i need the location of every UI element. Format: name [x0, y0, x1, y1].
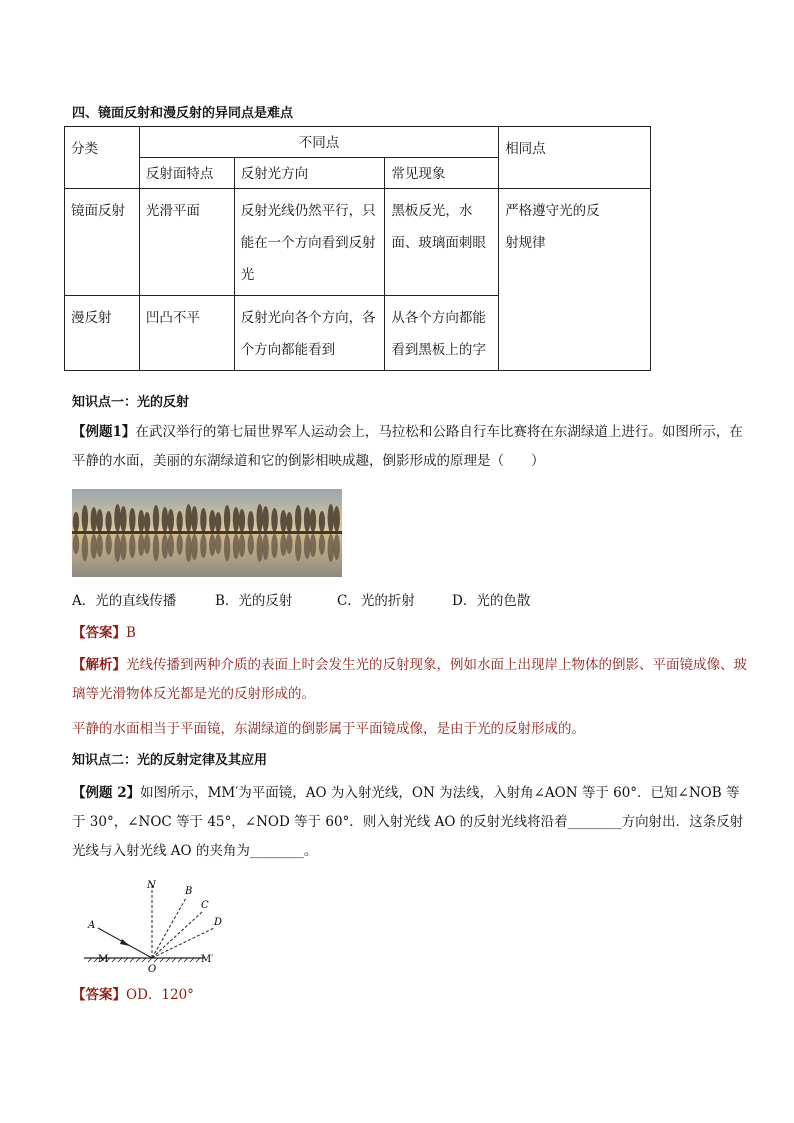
table-row	[65, 189, 651, 296]
section-heading: 四、镜面反射和漫反射的异同点是难点	[72, 106, 294, 121]
table-cell-phenomenon: 从各个方向都能看到黑板上的字	[385, 296, 499, 371]
label-o: O	[148, 964, 157, 975]
example-1-answer	[72, 619, 752, 648]
label-a: A	[88, 920, 96, 931]
example-2-answer	[72, 981, 752, 1010]
example-1-tag: 【例题1】	[72, 424, 136, 440]
table-subheader-direction: 反射光方向	[234, 158, 385, 189]
analysis-tag: 【解析】	[72, 657, 126, 673]
incident-arrowhead	[120, 939, 130, 946]
example-2-text: 如图所示，MM′为平面镜，AO 为入射光线，ON 为法线，入射角∠AON 等于 60°．已知∠NOB 等于 30°，∠NOC 等于 45°，∠NOD 等于 60°．则入射光线 AO 的反射光线将沿着________方向射出．这条反射光线与入射光线 AO 的夹角为________。	[72, 785, 744, 859]
answer-2-tag: 【答案】	[72, 987, 126, 1003]
option-a: A．光的直线传播	[72, 593, 177, 609]
comparison-table	[64, 126, 651, 371]
table-header-differences: 不同点	[139, 127, 498, 158]
table-cell-similarity: 严格遵守光的反射规律	[499, 189, 651, 371]
kp2-title: 知识点二：光的反射定律及其应用	[72, 753, 268, 768]
example-1-question	[72, 418, 752, 476]
example-1-options	[72, 589, 530, 613]
kp1-title: 知识点一：光的反射	[72, 395, 190, 410]
table-cell-category: 漫反射	[65, 296, 140, 371]
analysis-text-1: 光线传播到两种介质的表面上时会发生光的反射现象，例如水面上出现岸上物体的倒影、平面镜成像、玻璃等光滑物体反光都是光的反射形成的。	[72, 657, 747, 702]
label-b: B	[185, 886, 193, 897]
ray-oc	[152, 912, 202, 958]
reflection-diagram	[84, 876, 234, 976]
example-2-tag: 【例题 2】	[72, 785, 141, 801]
table-header-category: 分类	[65, 127, 140, 189]
label-d: D	[214, 917, 223, 928]
option-d: D．光的色散	[452, 593, 531, 609]
example-1-analysis-2: 平静的水面相当于平面镜，东湖绿道的倒影属于平面镜成像，是由于光的反射形成的。	[72, 721, 585, 737]
table-cell-category: 镜面反射	[65, 189, 140, 296]
label-m-prime: M′	[201, 954, 214, 965]
answer-2-value: OD．120°	[126, 987, 194, 1003]
label-m: M	[98, 954, 109, 965]
example-2-question	[72, 779, 752, 866]
table-cell-phenomenon: 黑板反光，水面、玻璃面刺眼	[385, 189, 499, 296]
option-c: C．光的折射	[337, 593, 415, 609]
label-n: N	[147, 880, 156, 891]
table-subheader-surface: 反射面特点	[139, 158, 234, 189]
table-subheader-phenomenon: 常见现象	[385, 158, 499, 189]
option-b: B．光的反射	[215, 593, 293, 609]
table-header-similarities: 相同点	[499, 127, 651, 189]
table-cell-direction: 反射光线仍然平行，只能在一个方向看到反射光	[234, 189, 385, 296]
ray-ob	[152, 898, 186, 958]
answer-value: B	[126, 625, 136, 641]
lake-reflection-photo	[72, 489, 342, 577]
table-cell-direction: 反射光向各个方向，各个方向都能看到	[234, 296, 385, 371]
label-c: C	[201, 900, 209, 911]
example-1-analysis	[72, 651, 752, 709]
example-1-text: 在武汉举行的第七届世界军人运动会上，马拉松和公路自行车比赛将在东湖绿道上进行。如图所示，在平静的水面，美丽的东湖绿道和它的倒影相映成趣，倒影形成的原理是（ ）	[72, 424, 743, 469]
answer-tag: 【答案】	[72, 625, 126, 641]
table-cell-surface: 光滑平面	[139, 189, 234, 296]
table-cell-surface: 凹凸不平	[139, 296, 234, 371]
